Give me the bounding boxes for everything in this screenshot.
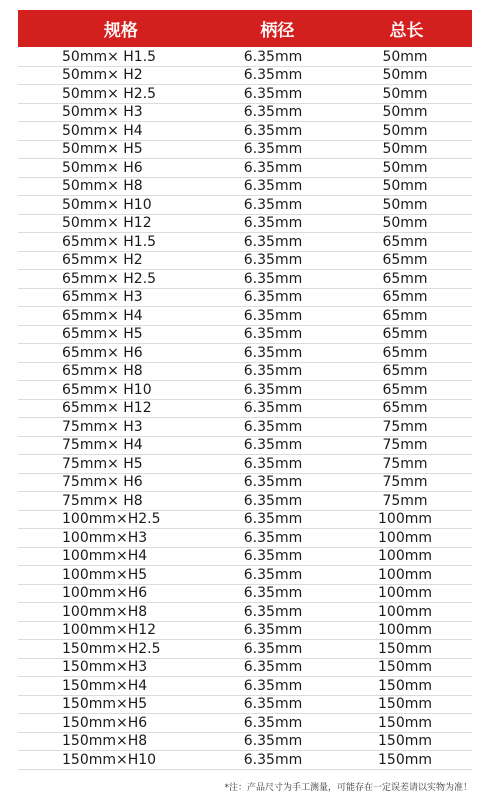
cell-total-length: 50mm: [382, 159, 428, 176]
table-row: [18, 159, 472, 178]
cell-total-length: 50mm: [382, 48, 428, 65]
table-row: [18, 344, 472, 363]
cell-shank-diameter: 6.35mm: [243, 85, 303, 102]
cell-spec: 100mm×H3: [62, 529, 148, 546]
cell-total-length: 65mm: [382, 270, 428, 287]
table-row: [18, 640, 472, 659]
cell-shank-diameter: 6.35mm: [243, 659, 303, 676]
table-row: [18, 492, 472, 511]
table-row: [18, 437, 472, 456]
cell-spec: 150mm×H4: [62, 677, 148, 694]
cell-total-length: 150mm: [378, 733, 432, 750]
cell-total-length: 65mm: [382, 289, 428, 306]
cell-total-length: 65mm: [382, 233, 428, 250]
cell-spec: 50mm× H12: [62, 215, 152, 232]
cell-total-length: 65mm: [382, 381, 428, 398]
cell-shank-diameter: 6.35mm: [243, 178, 303, 195]
cell-spec: 50mm× H4: [62, 122, 143, 139]
cell-shank-diameter: 6.35mm: [243, 381, 303, 398]
cell-shank-diameter: 6.35mm: [243, 696, 303, 713]
cell-shank-diameter: 6.35mm: [243, 622, 303, 639]
cell-total-length: 150mm: [378, 659, 432, 676]
table-row: [18, 196, 472, 215]
table-row: [18, 455, 472, 474]
table-row: [18, 474, 472, 493]
cell-total-length: 50mm: [382, 196, 428, 213]
cell-total-length: 150mm: [378, 696, 432, 713]
table-row: [18, 696, 472, 715]
cell-shank-diameter: 6.35mm: [243, 122, 303, 139]
cell-total-length: 65mm: [382, 307, 428, 324]
table-row: [18, 178, 472, 197]
cell-total-length: 50mm: [382, 141, 428, 158]
cell-shank-diameter: 6.35mm: [243, 585, 303, 602]
table-row: [18, 622, 472, 641]
cell-spec: 65mm× H4: [62, 307, 143, 324]
cell-spec: 100mm×H4: [62, 548, 148, 565]
cell-shank-diameter: 6.35mm: [243, 326, 303, 343]
cell-spec: 75mm× H3: [62, 418, 143, 435]
table-row: [18, 141, 472, 160]
table-row: [18, 48, 472, 67]
cell-spec: 75mm× H5: [62, 455, 143, 472]
cell-spec: 50mm× H5: [62, 141, 143, 158]
cell-total-length: 100mm: [378, 622, 432, 639]
cell-total-length: 150mm: [378, 640, 432, 657]
cell-spec: 100mm×H8: [62, 603, 148, 620]
cell-shank-diameter: 6.35mm: [243, 289, 303, 306]
cell-total-length: 100mm: [378, 566, 432, 583]
cell-shank-diameter: 6.35mm: [243, 751, 303, 768]
cell-shank-diameter: 6.35mm: [243, 677, 303, 694]
cell-spec: 50mm× H1.5: [62, 48, 157, 65]
table-row: [18, 326, 472, 345]
cell-spec: 75mm× H8: [62, 492, 143, 509]
table-row: [18, 363, 472, 382]
cell-shank-diameter: 6.35mm: [243, 733, 303, 750]
table-row: [18, 548, 472, 567]
cell-spec: 65mm× H12: [62, 400, 152, 417]
cell-shank-diameter: 6.35mm: [243, 455, 303, 472]
cell-shank-diameter: 6.35mm: [243, 474, 303, 491]
cell-total-length: 150mm: [378, 677, 432, 694]
cell-shank-diameter: 6.35mm: [243, 215, 303, 232]
cell-shank-diameter: 6.35mm: [243, 344, 303, 361]
cell-spec: 150mm×H6: [62, 714, 148, 731]
cell-total-length: 150mm: [378, 714, 432, 731]
cell-total-length: 65mm: [382, 400, 428, 417]
cell-shank-diameter: 6.35mm: [243, 548, 303, 565]
cell-shank-diameter: 6.35mm: [243, 233, 303, 250]
cell-total-length: 150mm: [378, 751, 432, 768]
cell-shank-diameter: 6.35mm: [243, 714, 303, 731]
cell-total-length: 50mm: [382, 85, 428, 102]
table-row: [18, 400, 472, 419]
table-row: [18, 418, 472, 437]
cell-spec: 50mm× H6: [62, 159, 143, 176]
table-row: [18, 714, 472, 733]
cell-spec: 75mm× H4: [62, 437, 143, 454]
cell-spec: 150mm×H3: [62, 659, 148, 676]
cell-shank-diameter: 6.35mm: [243, 104, 303, 121]
cell-shank-diameter: 6.35mm: [243, 437, 303, 454]
table-row: [18, 529, 472, 548]
cell-total-length: 50mm: [382, 104, 428, 121]
header-shank-diameter: 柄径: [260, 21, 295, 41]
cell-shank-diameter: 6.35mm: [243, 529, 303, 546]
cell-total-length: 100mm: [378, 511, 432, 528]
cell-shank-diameter: 6.35mm: [243, 603, 303, 620]
cell-spec: 150mm×H10: [62, 751, 157, 768]
table-row: [18, 511, 472, 530]
cell-spec: 150mm×H8: [62, 733, 148, 750]
cell-total-length: 75mm: [382, 437, 428, 454]
table-row: [18, 270, 472, 289]
cell-spec: 150mm×H2.5: [62, 640, 161, 657]
table-row: [18, 585, 472, 604]
cell-shank-diameter: 6.35mm: [243, 640, 303, 657]
cell-spec: 100mm×H5: [62, 566, 148, 583]
cell-total-length: 65mm: [382, 326, 428, 343]
cell-shank-diameter: 6.35mm: [243, 418, 303, 435]
table-row: [18, 603, 472, 622]
cell-total-length: 65mm: [382, 252, 428, 269]
cell-spec: 100mm×H12: [62, 622, 157, 639]
cell-total-length: 65mm: [382, 344, 428, 361]
cell-total-length: 100mm: [378, 529, 432, 546]
cell-shank-diameter: 6.35mm: [243, 48, 303, 65]
table-row: [18, 122, 472, 141]
cell-shank-diameter: 6.35mm: [243, 400, 303, 417]
cell-total-length: 100mm: [378, 548, 432, 565]
cell-total-length: 50mm: [382, 178, 428, 195]
cell-spec: 75mm× H6: [62, 474, 143, 491]
table-row: [18, 252, 472, 271]
cell-spec: 50mm× H8: [62, 178, 143, 195]
cell-spec: 150mm×H5: [62, 696, 148, 713]
cell-spec: 65mm× H6: [62, 344, 143, 361]
header-total-length: 总长: [389, 21, 424, 41]
cell-total-length: 75mm: [382, 418, 428, 435]
cell-spec: 100mm×H6: [62, 585, 148, 602]
cell-total-length: 50mm: [382, 215, 428, 232]
cell-total-length: 75mm: [382, 474, 428, 491]
cell-shank-diameter: 6.35mm: [243, 196, 303, 213]
cell-shank-diameter: 6.35mm: [243, 141, 303, 158]
cell-spec: 50mm× H2: [62, 67, 143, 84]
cell-total-length: 75mm: [382, 455, 428, 472]
table-header: [18, 10, 472, 47]
table-row: [18, 751, 472, 770]
measurement-note: *注：产品尺寸为手工测量，可能存在一定误差请以实物为准！: [224, 783, 472, 793]
cell-total-length: 100mm: [378, 585, 432, 602]
cell-spec: 50mm× H10: [62, 196, 152, 213]
cell-spec: 65mm× H10: [62, 381, 152, 398]
table-row: [18, 233, 472, 252]
cell-shank-diameter: 6.35mm: [243, 252, 303, 269]
cell-spec: 65mm× H8: [62, 363, 143, 380]
cell-spec: 65mm× H2.5: [62, 270, 157, 287]
header-spec: 规格: [103, 21, 138, 41]
cell-spec: 100mm×H2.5: [62, 511, 161, 528]
table-row: [18, 307, 472, 326]
cell-total-length: 50mm: [382, 67, 428, 84]
table-row: [18, 104, 472, 123]
table-row: [18, 677, 472, 696]
cell-total-length: 75mm: [382, 492, 428, 509]
cell-shank-diameter: 6.35mm: [243, 307, 303, 324]
cell-spec: 65mm× H2: [62, 252, 143, 269]
table-body: [18, 48, 472, 770]
cell-spec: 65mm× H5: [62, 326, 143, 343]
cell-total-length: 100mm: [378, 603, 432, 620]
table-row: [18, 67, 472, 86]
table-row: [18, 566, 472, 585]
cell-shank-diameter: 6.35mm: [243, 270, 303, 287]
cell-total-length: 50mm: [382, 122, 428, 139]
cell-total-length: 65mm: [382, 363, 428, 380]
cell-shank-diameter: 6.35mm: [243, 511, 303, 528]
cell-spec: 50mm× H3: [62, 104, 143, 121]
cell-spec: 65mm× H1.5: [62, 233, 157, 250]
table-row: [18, 289, 472, 308]
table-row: [18, 733, 472, 752]
table-row: [18, 215, 472, 234]
cell-spec: 50mm× H2.5: [62, 85, 157, 102]
cell-shank-diameter: 6.35mm: [243, 67, 303, 84]
table-row: [18, 659, 472, 678]
cell-shank-diameter: 6.35mm: [243, 492, 303, 509]
table-row: [18, 381, 472, 400]
table-row: [18, 85, 472, 104]
cell-spec: 65mm× H3: [62, 289, 143, 306]
cell-shank-diameter: 6.35mm: [243, 159, 303, 176]
cell-shank-diameter: 6.35mm: [243, 566, 303, 583]
cell-shank-diameter: 6.35mm: [243, 363, 303, 380]
